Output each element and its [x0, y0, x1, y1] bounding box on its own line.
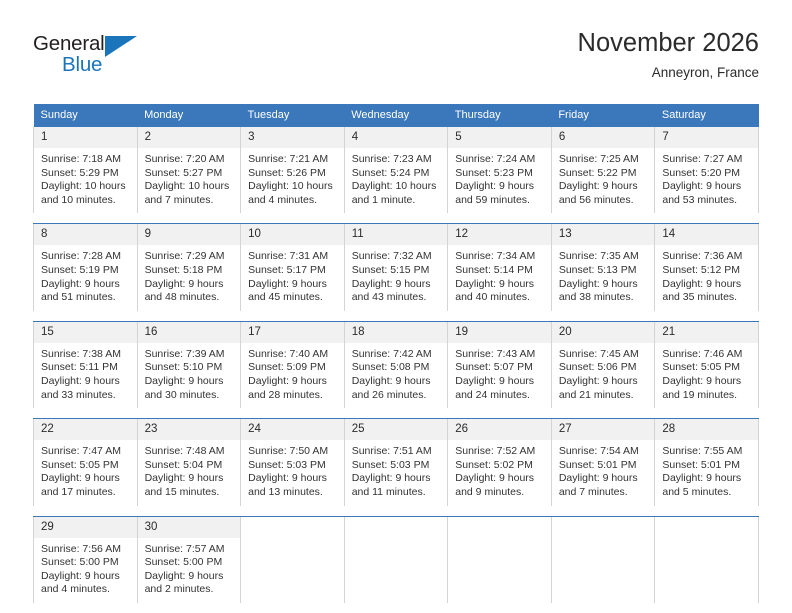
- day-detail-sunrise: Sunrise: 7:51 AM: [351, 445, 432, 458]
- day-detail-sunrise: Sunrise: 7:23 AM: [351, 153, 432, 165]
- day-detail-daylight-1: Daylight: 9 hours: [662, 374, 742, 387]
- day-number: 19: [448, 322, 551, 343]
- day-number: [448, 517, 551, 538]
- day-number: 13: [552, 224, 655, 245]
- week-separator: [34, 506, 759, 517]
- day-cell[interactable]: [551, 321, 655, 408]
- weekday-header-wednesday: Wednesday: [344, 104, 448, 127]
- day-detail-daylight-1: Daylight: 9 hours: [455, 277, 535, 290]
- day-number: 22: [34, 419, 137, 440]
- day-number: 23: [138, 419, 241, 440]
- day-detail-daylight-1: Daylight: 9 hours: [351, 374, 431, 387]
- day-detail-daylight-2: and 33 minutes.: [41, 388, 116, 401]
- day-detail-sunset: Sunset: 5:14 PM: [455, 263, 533, 276]
- calendar-table: [33, 104, 759, 613]
- day-detail-daylight-2: and 38 minutes.: [558, 291, 634, 304]
- day-detail-daylight-2: and 43 minutes.: [351, 291, 427, 304]
- day-detail-daylight-1: Daylight: 9 hours: [455, 472, 535, 485]
- day-detail-sunset: Sunset: 5:18 PM: [144, 263, 223, 276]
- day-detail-daylight-2: and 15 minutes.: [144, 485, 220, 498]
- day-cell[interactable]: [551, 419, 655, 506]
- weekday-header-saturday: Saturday: [655, 104, 759, 127]
- day-details: [552, 538, 655, 563]
- location-label: Anneyron, France: [651, 65, 759, 80]
- day-number: 5: [448, 127, 551, 148]
- day-detail-sunset: Sunset: 5:22 PM: [558, 166, 637, 179]
- day-number: [655, 517, 758, 538]
- day-detail-sunset: Sunset: 5:13 PM: [558, 263, 637, 276]
- day-details: [655, 343, 758, 408]
- day-details: [34, 440, 137, 505]
- weekday-header-tuesday: Tuesday: [241, 104, 345, 127]
- day-detail-daylight-1: Daylight: 9 hours: [41, 277, 120, 290]
- day-details: [34, 343, 137, 408]
- day-detail-daylight-1: Daylight: 9 hours: [662, 472, 742, 485]
- day-cell[interactable]: [655, 127, 759, 213]
- day-detail-sunset: Sunset: 5:01 PM: [558, 458, 637, 471]
- day-detail-daylight-1: Daylight: 9 hours: [41, 569, 120, 582]
- day-detail-sunset: Sunset: 5:10 PM: [144, 361, 223, 374]
- week-separator: [34, 213, 759, 224]
- day-detail-sunrise: Sunrise: 7:20 AM: [144, 153, 225, 165]
- day-details: [241, 148, 344, 213]
- day-detail-sunset: Sunset: 5:09 PM: [248, 361, 326, 374]
- weekday-header-thursday: Thursday: [448, 104, 552, 127]
- day-detail-daylight-2: and 4 minutes.: [248, 193, 318, 206]
- day-detail-daylight-1: Daylight: 9 hours: [662, 277, 742, 290]
- day-details: [552, 245, 655, 310]
- day-detail-daylight-2: and 24 minutes.: [455, 388, 530, 401]
- day-detail-sunrise: Sunrise: 7:35 AM: [558, 250, 639, 263]
- day-number: 30: [138, 517, 241, 538]
- day-number: 20: [552, 322, 655, 343]
- day-cell[interactable]: [344, 321, 448, 408]
- day-detail-daylight-2: and 35 minutes.: [662, 291, 738, 304]
- day-detail-daylight-1: Daylight: 9 hours: [558, 180, 638, 193]
- day-detail-sunrise: Sunrise: 7:39 AM: [144, 347, 225, 360]
- day-detail-daylight-2: and 4 minutes.: [41, 583, 110, 596]
- day-cell-empty: [344, 516, 448, 603]
- day-detail-sunrise: Sunrise: 7:42 AM: [351, 347, 432, 360]
- day-detail-sunset: Sunset: 5:12 PM: [662, 263, 741, 276]
- day-detail-sunset: Sunset: 5:24 PM: [351, 166, 430, 179]
- day-detail-sunset: Sunset: 5:11 PM: [41, 361, 118, 374]
- day-details: [552, 148, 655, 213]
- day-details: [138, 245, 241, 310]
- day-cell[interactable]: [34, 419, 138, 506]
- day-number: 17: [241, 322, 344, 343]
- day-details: [34, 148, 137, 213]
- day-number: 25: [345, 419, 448, 440]
- day-detail-sunrise: Sunrise: 7:55 AM: [662, 445, 743, 458]
- day-detail-sunset: Sunset: 5:03 PM: [248, 458, 326, 471]
- day-detail-daylight-1: Daylight: 9 hours: [41, 472, 120, 485]
- day-cell[interactable]: [551, 224, 655, 311]
- page-title: November 2026: [577, 29, 759, 57]
- day-cell[interactable]: [241, 224, 345, 311]
- day-detail-daylight-1: Daylight: 9 hours: [248, 374, 327, 387]
- day-detail-daylight-1: Daylight: 9 hours: [351, 472, 431, 485]
- day-detail-sunrise: Sunrise: 7:48 AM: [144, 445, 225, 458]
- day-detail-sunrise: Sunrise: 7:43 AM: [455, 347, 536, 360]
- day-details: [448, 245, 551, 310]
- day-cell[interactable]: [34, 224, 138, 311]
- day-detail-sunset: Sunset: 5:29 PM: [41, 166, 119, 179]
- day-detail-daylight-2: and 5 minutes.: [662, 485, 732, 498]
- day-details: [241, 538, 344, 563]
- day-detail-daylight-1: Daylight: 9 hours: [558, 277, 638, 290]
- day-details: [34, 538, 137, 603]
- day-details: [241, 343, 344, 408]
- week-separator-rule: [34, 311, 759, 322]
- day-detail-daylight-2: and 28 minutes.: [248, 388, 323, 401]
- day-detail-daylight-1: Daylight: 9 hours: [455, 180, 535, 193]
- day-number: 14: [655, 224, 758, 245]
- day-details: [138, 538, 241, 603]
- day-number: 29: [34, 517, 137, 538]
- day-cell[interactable]: [241, 419, 345, 506]
- day-detail-daylight-2: and 56 minutes.: [558, 193, 634, 206]
- day-detail-sunset: Sunset: 5:05 PM: [662, 361, 741, 374]
- page-header: [33, 28, 759, 98]
- day-cell[interactable]: [344, 127, 448, 213]
- day-details: [345, 343, 448, 408]
- day-cell[interactable]: [137, 224, 241, 311]
- day-detail-sunset: Sunset: 5:27 PM: [144, 166, 223, 179]
- day-cell[interactable]: [241, 127, 345, 213]
- day-detail-sunrise: Sunrise: 7:45 AM: [558, 347, 639, 360]
- day-number: 4: [345, 127, 448, 148]
- day-number: 28: [655, 419, 758, 440]
- day-details: [345, 245, 448, 310]
- week-separator: [34, 311, 759, 322]
- day-detail-sunset: Sunset: 5:02 PM: [455, 458, 533, 471]
- day-detail-sunrise: Sunrise: 7:56 AM: [41, 542, 121, 555]
- day-detail-daylight-1: Daylight: 9 hours: [351, 277, 431, 290]
- day-number: 9: [138, 224, 241, 245]
- day-detail-daylight-2: and 1 minute.: [351, 193, 416, 206]
- day-detail-sunrise: Sunrise: 7:18 AM: [41, 153, 121, 165]
- day-detail-sunset: Sunset: 5:15 PM: [351, 263, 430, 276]
- day-detail-daylight-1: Daylight: 10 hours: [248, 180, 333, 193]
- calendar-week-row: [34, 321, 759, 408]
- day-detail-sunrise: Sunrise: 7:25 AM: [558, 153, 639, 165]
- week-separator: [34, 603, 759, 613]
- day-number: 15: [34, 322, 137, 343]
- day-detail-sunset: Sunset: 5:06 PM: [558, 361, 637, 374]
- day-cell-empty: [655, 516, 759, 603]
- day-detail-sunset: Sunset: 5:01 PM: [662, 458, 741, 471]
- day-number: 1: [34, 127, 137, 148]
- day-detail-daylight-1: Daylight: 9 hours: [248, 277, 327, 290]
- day-detail-sunset: Sunset: 5:26 PM: [248, 166, 326, 179]
- day-number: 21: [655, 322, 758, 343]
- day-detail-sunrise: Sunrise: 7:38 AM: [41, 347, 121, 360]
- day-detail-daylight-1: Daylight: 9 hours: [558, 374, 638, 387]
- day-detail-sunrise: Sunrise: 7:32 AM: [351, 250, 432, 263]
- day-cell-empty: [448, 516, 552, 603]
- day-details: [345, 148, 448, 213]
- day-number: 7: [655, 127, 758, 148]
- day-detail-daylight-2: and 26 minutes.: [351, 388, 427, 401]
- day-cell-empty: [551, 516, 655, 603]
- day-number: [241, 517, 344, 538]
- day-number: [552, 517, 655, 538]
- day-details: [241, 440, 344, 505]
- day-detail-sunrise: Sunrise: 7:31 AM: [248, 250, 329, 263]
- day-cell[interactable]: [34, 321, 138, 408]
- day-detail-daylight-2: and 2 minutes.: [144, 583, 214, 596]
- day-detail-daylight-2: and 40 minutes.: [455, 291, 530, 304]
- day-cell[interactable]: [34, 516, 138, 603]
- day-detail-sunrise: Sunrise: 7:21 AM: [248, 153, 329, 165]
- day-detail-daylight-1: Daylight: 10 hours: [144, 180, 230, 193]
- day-number: 12: [448, 224, 551, 245]
- day-cell[interactable]: [655, 224, 759, 311]
- day-detail-daylight-2: and 51 minutes.: [41, 291, 116, 304]
- day-details: [138, 440, 241, 505]
- day-number: 11: [345, 224, 448, 245]
- day-details: [448, 343, 551, 408]
- day-detail-sunset: Sunset: 5:00 PM: [41, 556, 119, 569]
- day-cell[interactable]: [448, 321, 552, 408]
- day-cell[interactable]: [137, 419, 241, 506]
- week-separator-rule: [34, 506, 759, 517]
- day-cell[interactable]: [34, 127, 138, 213]
- day-number: 3: [241, 127, 344, 148]
- day-detail-sunrise: Sunrise: 7:57 AM: [144, 542, 225, 555]
- day-detail-sunrise: Sunrise: 7:40 AM: [248, 347, 329, 360]
- day-detail-sunrise: Sunrise: 7:46 AM: [662, 347, 743, 360]
- day-detail-daylight-1: Daylight: 9 hours: [248, 472, 327, 485]
- day-detail-daylight-1: Daylight: 9 hours: [144, 374, 224, 387]
- day-detail-sunset: Sunset: 5:00 PM: [144, 556, 223, 569]
- day-detail-sunrise: Sunrise: 7:47 AM: [41, 445, 121, 458]
- week-separator: [34, 408, 759, 419]
- day-number: 2: [138, 127, 241, 148]
- brand-name-blue: Blue: [62, 53, 103, 76]
- day-details: [448, 538, 551, 563]
- day-cell[interactable]: [551, 127, 655, 213]
- calendar-week-row: [34, 224, 759, 311]
- day-detail-daylight-1: Daylight: 9 hours: [662, 180, 742, 193]
- day-details: [34, 245, 137, 310]
- day-details: [655, 440, 758, 505]
- day-cell[interactable]: [137, 321, 241, 408]
- day-number: 24: [241, 419, 344, 440]
- day-cell[interactable]: [344, 419, 448, 506]
- day-number: 26: [448, 419, 551, 440]
- day-detail-sunset: Sunset: 5:03 PM: [351, 458, 430, 471]
- day-details: [138, 343, 241, 408]
- day-detail-daylight-1: Daylight: 9 hours: [455, 374, 535, 387]
- day-detail-daylight-2: and 53 minutes.: [662, 193, 738, 206]
- day-detail-daylight-1: Daylight: 9 hours: [41, 374, 120, 387]
- day-details: [345, 440, 448, 505]
- triangle-logo-icon: [105, 36, 137, 57]
- day-detail-daylight-2: and 7 minutes.: [144, 193, 214, 206]
- day-number: 18: [345, 322, 448, 343]
- day-detail-sunset: Sunset: 5:07 PM: [455, 361, 533, 374]
- title-block: [578, 28, 759, 82]
- day-detail-daylight-2: and 30 minutes.: [144, 388, 220, 401]
- day-detail-sunset: Sunset: 5:05 PM: [41, 458, 119, 471]
- day-cell[interactable]: [344, 224, 448, 311]
- day-details: [345, 538, 448, 563]
- day-details: [138, 148, 241, 213]
- day-detail-daylight-1: Daylight: 10 hours: [41, 180, 126, 193]
- day-detail-sunrise: Sunrise: 7:27 AM: [662, 153, 743, 165]
- day-cell[interactable]: [448, 419, 552, 506]
- day-cell[interactable]: [448, 127, 552, 213]
- day-detail-daylight-2: and 48 minutes.: [144, 291, 220, 304]
- day-details: [655, 245, 758, 310]
- day-number: 6: [552, 127, 655, 148]
- day-cell[interactable]: [241, 321, 345, 408]
- weekday-header-row: [34, 104, 759, 127]
- day-detail-daylight-2: and 10 minutes.: [41, 193, 116, 206]
- day-detail-daylight-2: and 11 minutes.: [351, 485, 426, 498]
- day-detail-sunrise: Sunrise: 7:50 AM: [248, 445, 329, 458]
- day-number: [345, 517, 448, 538]
- day-detail-sunrise: Sunrise: 7:24 AM: [455, 153, 536, 165]
- day-details: [552, 343, 655, 408]
- day-cell[interactable]: [137, 516, 241, 603]
- day-cell[interactable]: [448, 224, 552, 311]
- calendar-week-row: [34, 516, 759, 603]
- day-detail-daylight-2: and 59 minutes.: [455, 193, 530, 206]
- calendar-week-row: [34, 127, 759, 213]
- day-detail-daylight-2: and 17 minutes.: [41, 485, 116, 498]
- day-number: 27: [552, 419, 655, 440]
- day-detail-daylight-1: Daylight: 9 hours: [558, 472, 638, 485]
- week-separator-rule: [34, 603, 759, 613]
- day-details: [655, 538, 758, 563]
- day-detail-daylight-2: and 9 minutes.: [455, 485, 525, 498]
- day-detail-sunrise: Sunrise: 7:28 AM: [41, 250, 121, 263]
- day-details: [655, 148, 758, 213]
- day-cell-empty: [241, 516, 345, 603]
- day-detail-sunset: Sunset: 5:23 PM: [455, 166, 533, 179]
- general-blue-logo[interactable]: [33, 32, 153, 82]
- day-number: 16: [138, 322, 241, 343]
- weekday-header-monday: Monday: [137, 104, 241, 127]
- day-detail-daylight-2: and 13 minutes.: [248, 485, 323, 498]
- day-detail-daylight-1: Daylight: 9 hours: [144, 472, 224, 485]
- day-detail-sunrise: Sunrise: 7:52 AM: [455, 445, 536, 458]
- day-detail-sunset: Sunset: 5:19 PM: [41, 263, 119, 276]
- weekday-header-friday: Friday: [551, 104, 655, 127]
- day-detail-sunrise: Sunrise: 7:29 AM: [144, 250, 225, 263]
- day-detail-daylight-2: and 45 minutes.: [248, 291, 323, 304]
- weekday-header-sunday: Sunday: [34, 104, 138, 127]
- day-detail-daylight-1: Daylight: 9 hours: [144, 569, 224, 582]
- week-separator-rule: [34, 213, 759, 224]
- day-details: [448, 440, 551, 505]
- calendar-grid: [33, 104, 759, 613]
- day-detail-daylight-2: and 7 minutes.: [558, 485, 628, 498]
- day-number: 10: [241, 224, 344, 245]
- day-detail-daylight-1: Daylight: 9 hours: [144, 277, 224, 290]
- day-detail-sunrise: Sunrise: 7:54 AM: [558, 445, 639, 458]
- day-details: [241, 245, 344, 310]
- calendar-week-row: [34, 419, 759, 506]
- day-cell[interactable]: [655, 321, 759, 408]
- day-detail-sunset: Sunset: 5:17 PM: [248, 263, 326, 276]
- brand-name-general: General: [33, 32, 105, 55]
- day-detail-sunrise: Sunrise: 7:36 AM: [662, 250, 743, 263]
- day-details: [552, 440, 655, 505]
- week-separator-rule: [34, 408, 759, 419]
- day-cell[interactable]: [655, 419, 759, 506]
- day-detail-sunset: Sunset: 5:08 PM: [351, 361, 430, 374]
- day-cell[interactable]: [137, 127, 241, 213]
- day-detail-daylight-1: Daylight: 10 hours: [351, 180, 437, 193]
- day-detail-daylight-2: and 21 minutes.: [558, 388, 634, 401]
- day-detail-sunrise: Sunrise: 7:34 AM: [455, 250, 536, 263]
- day-detail-sunset: Sunset: 5:04 PM: [144, 458, 223, 471]
- day-details: [448, 148, 551, 213]
- day-detail-daylight-2: and 19 minutes.: [662, 388, 738, 401]
- day-number: 8: [34, 224, 137, 245]
- day-detail-sunset: Sunset: 5:20 PM: [662, 166, 741, 179]
